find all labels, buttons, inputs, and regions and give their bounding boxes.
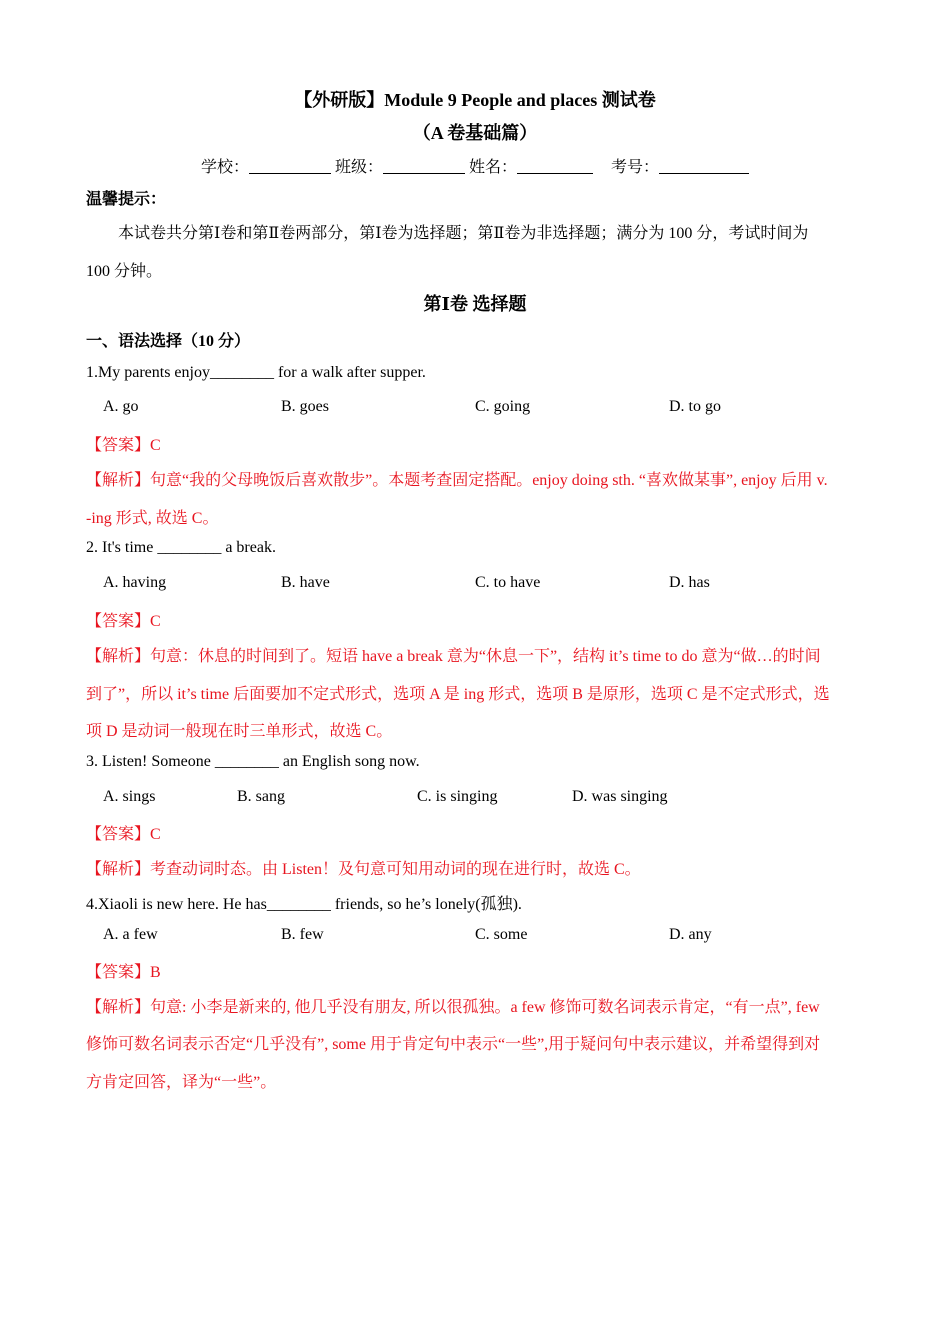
question-1-option-d: D. to go [669, 398, 721, 415]
tips-line-1: 本试卷共分第Ⅰ卷和第Ⅱ卷两部分，第Ⅰ卷为选择题；第Ⅱ卷为非选择题；满分为 100 分，考试时间为 [118, 225, 809, 242]
question-2-option-a: A. having [103, 574, 167, 591]
class-blank [383, 159, 465, 174]
part-heading: 一、语法选择（10 分） [86, 333, 251, 350]
exam-no-blank [659, 159, 749, 174]
question-4-analysis-line-2: 修饰可数名词表示否定“几乎没有”, some 用于肯定句中表示“一些”,用于疑问句中表示建议，并希望得到对 [86, 1036, 821, 1053]
question-1-analysis-line-2: -ing 形式, 故选 C。 [86, 510, 219, 527]
question-2-stem: 2. It's time ________ a break. [86, 539, 276, 556]
question-1-stem: 1.My parents enjoy________ for a walk after supper. [86, 364, 426, 381]
question-2-option-b: B. have [281, 574, 330, 591]
question-4-option-d: D. any [669, 926, 712, 943]
section-title: 第Ⅰ卷 选择题 [423, 294, 527, 314]
question-1-option-c: C. going [475, 398, 531, 415]
tips-line-2: 100 分钟。 [86, 263, 163, 280]
question-4-option-a: A. a few [103, 926, 158, 943]
question-2-analysis-line-1: 【解析】句意：休息的时间到了。短语 have a break 意为“休息一下”，结构 it’s time to do 意为“做…的时间 [86, 648, 821, 665]
name-label: 姓名： [469, 159, 518, 176]
question-2-analysis-line-2: 到了”，所以 it’s time 后面要加不定式形式，选项 A 是 ing 形式，选项 B 是原形，选项 C 是不定式形式，选 [86, 686, 830, 703]
school-label: 学校： [200, 159, 249, 176]
exam-no-label: 考号： [611, 159, 660, 176]
student-info-line [0, 154, 950, 177]
name-blank [517, 159, 593, 174]
question-3-option-b: B. sang [237, 788, 285, 805]
question-3-option-a: A. sings [103, 788, 156, 805]
question-2-option-c: C. to have [475, 574, 541, 591]
question-1-option-b: B. goes [281, 398, 329, 415]
question-4-stem: 4.Xiaoli is new here. He has________ friends, so he’s lonely(孤独). [86, 896, 522, 913]
question-4-analysis-line-3: 方肯定回答，译为“一些”。 [86, 1074, 277, 1091]
question-2-option-d: D. has [669, 574, 710, 591]
question-3-option-d: D. was singing [572, 788, 668, 805]
question-2-answer: 【答案】C [86, 613, 161, 630]
question-3-stem: 3. Listen! Someone ________ an English song now. [86, 753, 420, 770]
question-2-analysis-line-3: 项 D 是动词一般现在时三单形式，故选 C。 [86, 723, 393, 740]
question-4-answer: 【答案】B [86, 964, 161, 981]
tips-heading: 温馨提示： [86, 191, 167, 208]
question-1-analysis-line-1: 【解析】句意“我的父母晚饭后喜欢散步”。本题考查固定搭配。enjoy doing sth. “喜欢做某事”, enjoy 后用 v. [86, 472, 828, 489]
question-4-analysis-line-1: 【解析】句意: 小李是新来的, 他几乎没有朋友, 所以很孤独。a few 修饰可数名词表示肯定，“有一点”, few [86, 999, 820, 1016]
question-3-analysis-line-1: 【解析】考查动词时态。由 Listen！及句意可知用动词的现在进行时，故选 C。 [86, 861, 641, 878]
question-1-option-a: A. go [103, 398, 139, 415]
school-blank [249, 159, 331, 174]
question-3-option-c: C. is singing [417, 788, 498, 805]
question-4-option-c: C. some [475, 926, 528, 943]
exam-subtitle: （A 卷基础篇） [412, 123, 538, 143]
question-3-answer: 【答案】C [86, 826, 161, 843]
exam-title: 【外研版】Module 9 People and places 测试卷 [294, 90, 656, 110]
question-4-option-b: B. few [281, 926, 324, 943]
question-1-answer: 【答案】C [86, 437, 161, 454]
class-label: 班级： [334, 159, 383, 176]
